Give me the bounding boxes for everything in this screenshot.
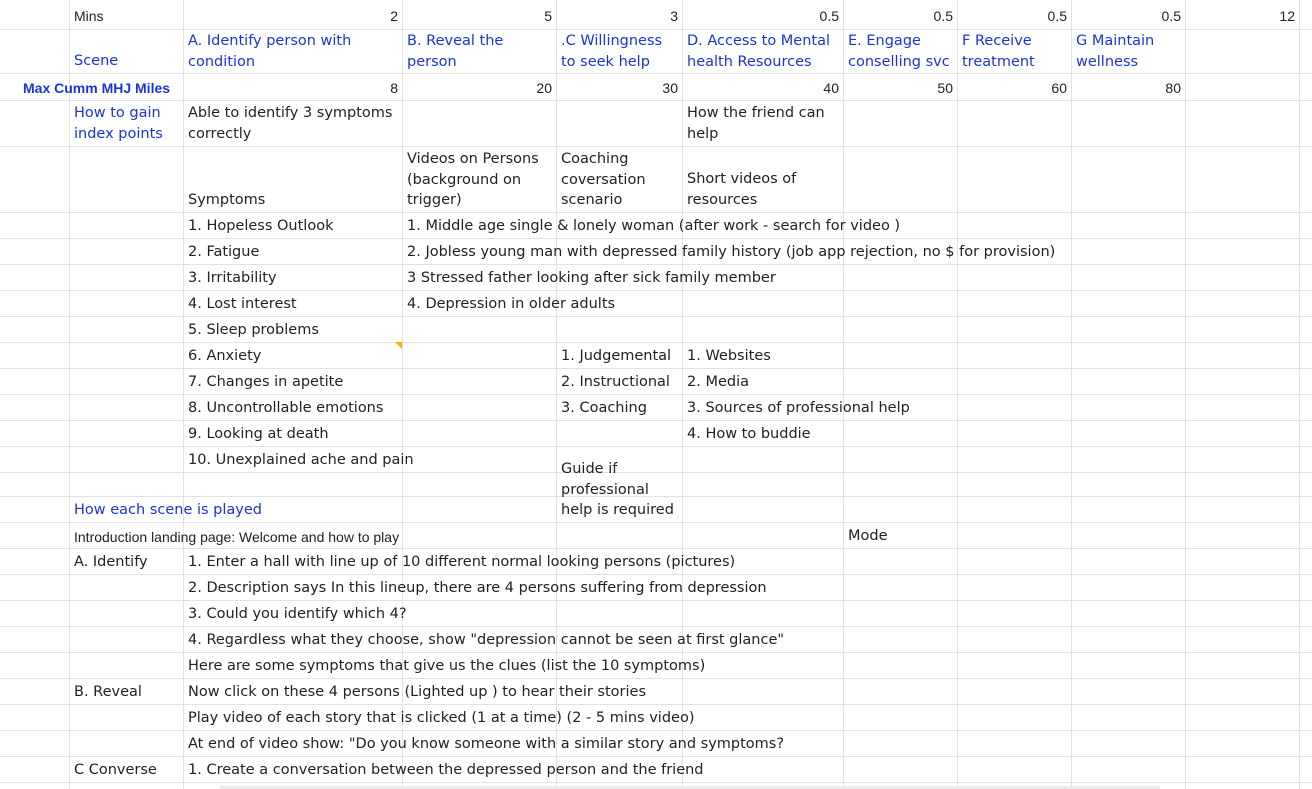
scene-label[interactable]: Scene [74, 53, 119, 69]
max-cumm-d[interactable]: 40 [823, 80, 839, 96]
identify-step[interactable]: 3. Could you identify which 4? [188, 606, 407, 622]
mins-value-a[interactable]: 2 [390, 8, 398, 24]
resource-item[interactable]: 3. Sources of professional help [687, 400, 910, 416]
max-cumm-label[interactable]: Max Cumm MHJ Miles [23, 80, 171, 96]
reveal-step[interactable]: Now click on these 4 persons (Lighted up ) to hear their stories [188, 684, 646, 700]
symptom-item[interactable]: 10. Unexplained ache and pain [188, 452, 414, 468]
identify-step[interactable]: Here are some symptoms that give us the clues (list the 10 symptoms) [188, 658, 706, 674]
coaching-item[interactable]: 2. Instructional [561, 374, 670, 390]
identify-step[interactable]: 4. Regardless what they choose, show "depression cannot be seen at first glance" [188, 632, 785, 648]
identify-step[interactable]: 2. Description says In this lineup, there are 4 persons suffering from depression [188, 580, 767, 596]
index-points-a[interactable]: Able to identify 3 symptoms correctly [188, 105, 393, 142]
mins-value-f[interactable]: 0.5 [1047, 8, 1067, 24]
row-divider [0, 394, 1312, 395]
max-cumm-g[interactable]: 80 [1165, 80, 1181, 96]
row-divider [0, 146, 1312, 147]
row-divider [0, 782, 1312, 783]
resource-item[interactable]: 4. How to buddie [687, 426, 811, 442]
row-divider [0, 316, 1312, 317]
row-divider [0, 290, 1312, 291]
index-points-d[interactable]: How the friend can help [687, 105, 825, 142]
row-divider [0, 678, 1312, 679]
mins-value-b[interactable]: 5 [544, 8, 552, 24]
row-divider [0, 100, 1312, 101]
converse-step[interactable]: 1. Create a conversation between the depressed person and the friend [188, 762, 704, 778]
how-played-label[interactable]: How each scene is played [74, 502, 263, 518]
row-divider [0, 342, 1312, 343]
intro-text[interactable]: Introduction landing page: Welcome and how to play [74, 529, 400, 545]
mins-label[interactable]: Mins [74, 8, 104, 24]
row-divider [0, 264, 1312, 265]
symptom-item[interactable]: 4. Lost interest [188, 296, 297, 312]
mins-value-e[interactable]: 0.5 [933, 8, 953, 24]
row-divider [0, 652, 1312, 653]
reveal-step[interactable]: Play video of each story that is clicked (1 at a time) (2 - 5 mins video) [188, 710, 695, 726]
row-divider [0, 574, 1312, 575]
guide-note[interactable]: Guide if professional help is required [561, 461, 674, 518]
coaching-item[interactable]: 3. Coaching [561, 400, 647, 416]
symptom-item[interactable]: 9. Looking at death [188, 426, 329, 442]
symptom-item[interactable]: 5. Sleep problems [188, 322, 319, 338]
coaching-header[interactable]: Coaching coversation scenario [561, 151, 646, 208]
symptoms-header[interactable]: Symptoms [188, 192, 266, 208]
row-divider [0, 212, 1312, 213]
row-divider [0, 29, 1312, 30]
mins-value-c[interactable]: 3 [670, 8, 678, 24]
person-story-item[interactable]: 1. Middle age single & lonely woman (after work - search for video ) [407, 218, 901, 234]
symptom-item[interactable]: 8. Uncontrollable emotions [188, 400, 384, 416]
scene-b-header[interactable]: B. Reveal the person [407, 33, 504, 70]
row-divider [0, 446, 1312, 447]
symptom-item[interactable]: 2. Fatigue [188, 244, 260, 260]
resource-item[interactable]: 1. Websites [687, 348, 771, 364]
row-divider [0, 704, 1312, 705]
person-story-item[interactable]: 3 Stressed father looking after sick family member [407, 270, 776, 286]
reveal-label[interactable]: B. Reveal [74, 684, 142, 700]
max-cumm-b[interactable]: 20 [536, 80, 552, 96]
row-divider [0, 368, 1312, 369]
index-points-label[interactable]: How to gain index points [74, 105, 163, 142]
mins-total[interactable]: 12 [1279, 8, 1295, 24]
row-divider [0, 548, 1312, 549]
row-divider [0, 522, 1312, 523]
person-story-item[interactable]: 2. Jobless young man with depressed family history (job app rejection, no $ for provision) [407, 244, 1056, 260]
converse-label[interactable]: C Converse [74, 762, 157, 778]
symptom-item[interactable]: 6. Anxiety [188, 348, 262, 364]
row-divider [0, 626, 1312, 627]
max-cumm-f[interactable]: 60 [1051, 80, 1067, 96]
scene-g-header[interactable]: G Maintain wellness [1076, 33, 1155, 70]
videos-header[interactable]: Videos on Persons (background on trigger) [407, 151, 539, 208]
identify-step[interactable]: 1. Enter a hall with line up of 10 different normal looking persons (pictures) [188, 554, 736, 570]
row-divider [0, 73, 1312, 74]
scene-d-header[interactable]: D. Access to Mental health Resources [687, 33, 831, 70]
row-divider [0, 420, 1312, 421]
row-divider [0, 600, 1312, 601]
scene-a-header[interactable]: A. Identify person with condition [188, 33, 352, 70]
scene-e-header[interactable]: E. Engage conselling svc [848, 33, 950, 70]
comment-indicator-icon[interactable] [395, 342, 402, 349]
reveal-step[interactable]: At end of video show: "Do you know someone with a similar story and symptoms? [188, 736, 785, 752]
resources-header[interactable]: Short videos of resources [687, 171, 797, 208]
scene-c-header[interactable]: .C Willingness to seek help [561, 33, 663, 70]
person-story-item[interactable]: 4. Depression in older adults [407, 296, 616, 312]
max-cumm-a[interactable]: 8 [390, 80, 398, 96]
max-cumm-c[interactable]: 30 [662, 80, 678, 96]
scene-f-header[interactable]: F Receive treatment [962, 33, 1035, 70]
mode-label[interactable]: Mode [848, 528, 888, 544]
symptom-item[interactable]: 1. Hopeless Outlook [188, 218, 334, 234]
symptom-item[interactable]: 7. Changes in apetite [188, 374, 344, 390]
row-divider [0, 730, 1312, 731]
mins-value-g[interactable]: 0.5 [1161, 8, 1181, 24]
identify-label[interactable]: A. Identify [74, 554, 148, 570]
resource-item[interactable]: 2. Media [687, 374, 749, 390]
row-divider [0, 238, 1312, 239]
mins-value-d[interactable]: 0.5 [819, 8, 839, 24]
coaching-item[interactable]: 1. Judgemental [561, 348, 672, 364]
symptom-item[interactable]: 3. Irritability [188, 270, 277, 286]
max-cumm-e[interactable]: 50 [937, 80, 953, 96]
row-divider [0, 756, 1312, 757]
